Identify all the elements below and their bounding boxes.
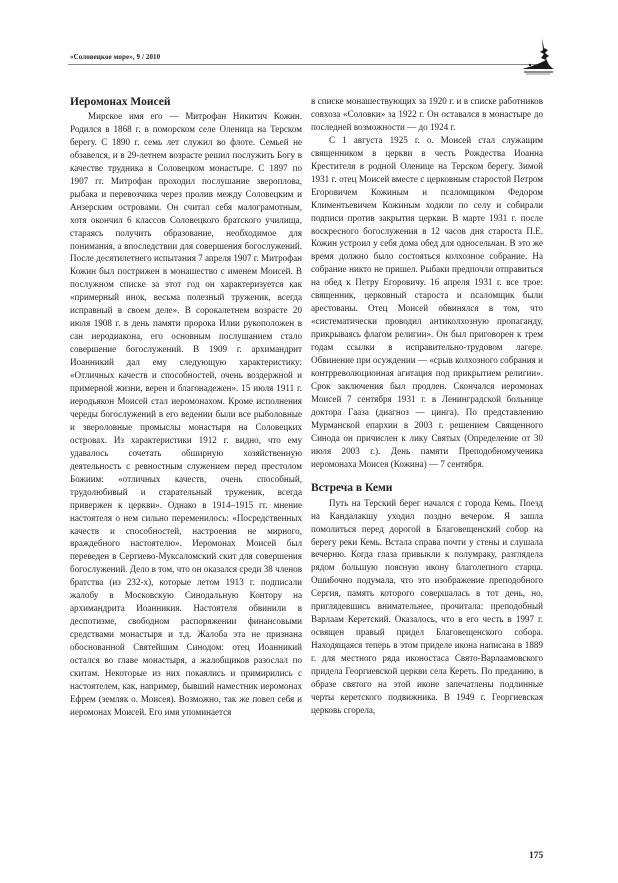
article-paragraph: Путь на Терский берег начался с города Кемь. Поезд на Кандалакшу уходил поздно вечером. Я зашла помолиться перед дорогой в Благовещенский собор на берегу реки Кемь. Встала справа почти у стены и слушала вечерню. Когда глаза привыкли к полумраку, разглядела рядом большую поясную икону благолепного старца. Ошибочно подумала, что это изображение преподобного Сергия, память которого совершалась в тот день, но, приглядевшись внимательнее, прочитала: преподобный Варлаам Керетский. Оказалось, что в его честь в 1997 г. освящен правый придел Благовещенского собора. Находящаяся теперь в этом приделе икона написана в 1889 г. для местного ряда иконостаса Свято-Варлаамовского придела Георгиевской церкви села Кереть. По преданию, в образе святого на этой иконе запечатлены подлинные черты керетского подвижника. В 1949 г. Георгиевская церковь сгорела, (311, 497, 543, 715)
article-paragraph: в списке монашествующих за 1920 г. и в списке работников совхоза «Соловки» за 1922 г. Он оставался в монастыре до последней возможности — до 1924 г. (311, 96, 543, 132)
header-rule (68, 64, 543, 65)
article-paragraph: С 1 августа 1925 г. о. Моисей стал служащим священником в церкви в честь Рождества Иоанна Крестителя в родной Оленице на Терском берегу. Зимой 1931 г. отец Моисей вместе с церковным старостой Петром Егоровичем Кожиным и псаломщиком Федором Климентьевичем Кожиным ходили по селу и собирали подписи против закрытия церкви. В марте 1931 г. после воскресного богослужения в 12 часов дня староста П.Е. Кожин устроил у себя дома обед для односельчан. В это же время должно было состояться колхозное собрание. На собрание никто не пришел. Рыбаки предпочли отправиться на обед к Петру Егоровичу. 16 апреля 1931 г. все трое: священник, церковный староста и псаломщик были арестованы. Отец Моисей обвинялся в том, что «систематически проводил антиколхозную пропаганду, прикрываясь флагом религии». Он был приговорен к трем годам ссылки в исправительно-трудовом лагере. Обвинение при осуждении — «срыв колхозного собрания и контрреволюционная агитация под прикрытием религии». Срок заключения был продлен. Скончался иеромонах Моисей 7 сентября 1931 г. в Ленинградской больнице доктора Гааза (диагноз — цинга). По представлению Мурманской епархии в 2003 г. решением Священного Синода он причислен к лику Святых (Определение от 30 июля 2003 г.). День памяти Преподобномученика иеромонаха Моисея (Кожина) — 7 сентября. (311, 134, 543, 469)
page-number: 175 (529, 851, 544, 861)
section-heading: Иеромонах Моисей (70, 96, 171, 108)
section-heading: Встреча в Кеми (311, 481, 393, 494)
journal-header: «Соловецкое море», 9 / 2010 (70, 53, 161, 61)
journal-emblem-icon (520, 36, 556, 76)
article-paragraph: Мирское имя его — Митрофан Никитич Кожин. Родился в 1868 г. в поморском селе Оленица на Терском берегу. С 1890 г. семь лет служил во флоте. Семьей не обзавелся, и в 29-летнем возрасте решил послужить Богу в качестве трудника в Соловецком монастыре. С 1897 по 1907 гг. Митрофан проходил послушание звероплова, рыбака и перевозчика через пролив между Соловецким и Анзерским островами. Он считал себя малограмотным, хотя окончил 6 классов Соловецкого братского училища, стараясь получить образование, необходимое для понимания, а впоследствии для совершения богослужений. После десятилетнего испытания 7 апреля 1907 г. Митрофан Кожин был пострижен в монашество с именем Моисей. В послужном списке за этот год он характеризуется как «примерный инок, весьма полезный труженик, всегда исправный в своем деле». В сорокалетнем возрасте 20 июля 1908 г. в день памяти пророка Илии рукоположен в сан иеродиакона, его основным послушанием стало совершение богослужений. В 1909 г. архимандрит Иоанникий дал ему следующую характеристику: «Отличных качеств и способностей, очень воздержной и примерной жизни, верен и благонадежен». 15 июля 1911 г. иеродьякон Моисей стал иеромонахом. Кроме исполнения череды богослужений в его ведении были все рыболовные и звероловные промыслы монастыря на Соловецких островах. Из характеристики 1912 г. видно, что ему удавалось сочетать обширную хозяйственную деятельность с ревностным служением перед престолом Божиим: «отличных качеств, очень способный, трудолюбивый и старательный труженик, всегда привержен к церкви». Однако в 1914–1915 гг. мнение настоятеля о нем сильно переменилось: «Посредственных качеств и способностей, настроения не мирного, враждебного настоятелю». Иеромонах Моисей был переведен в Сергиево-Муксаломский скит для совершения богослужений. Дело в том, что он оказался среди 38 членов братства (из 232-х), которые летом 1913 г. подписали жалобу в Московскую Синодальную Контору на архимандрита Иоанникия. Настоятеля обвинили в деспотизме, свободном распоряжении финансовыми средствами монастыря и т.д. Жалоба эта не признана обоснованной Святейшим Синодом: отец Иоанникий остался во главе монастыря, а жалобщиков разослал по скитам. Некоторые из них покаялись и примирились с настоятелем, как, например, бывший наместник иеромонах Ефрем (земляк о. Моисея). Возможно, так же повел себя и иеромонах Моисей. Его имя упоминается (70, 111, 302, 717)
left-column (70, 95, 302, 719)
right-column (311, 95, 543, 717)
